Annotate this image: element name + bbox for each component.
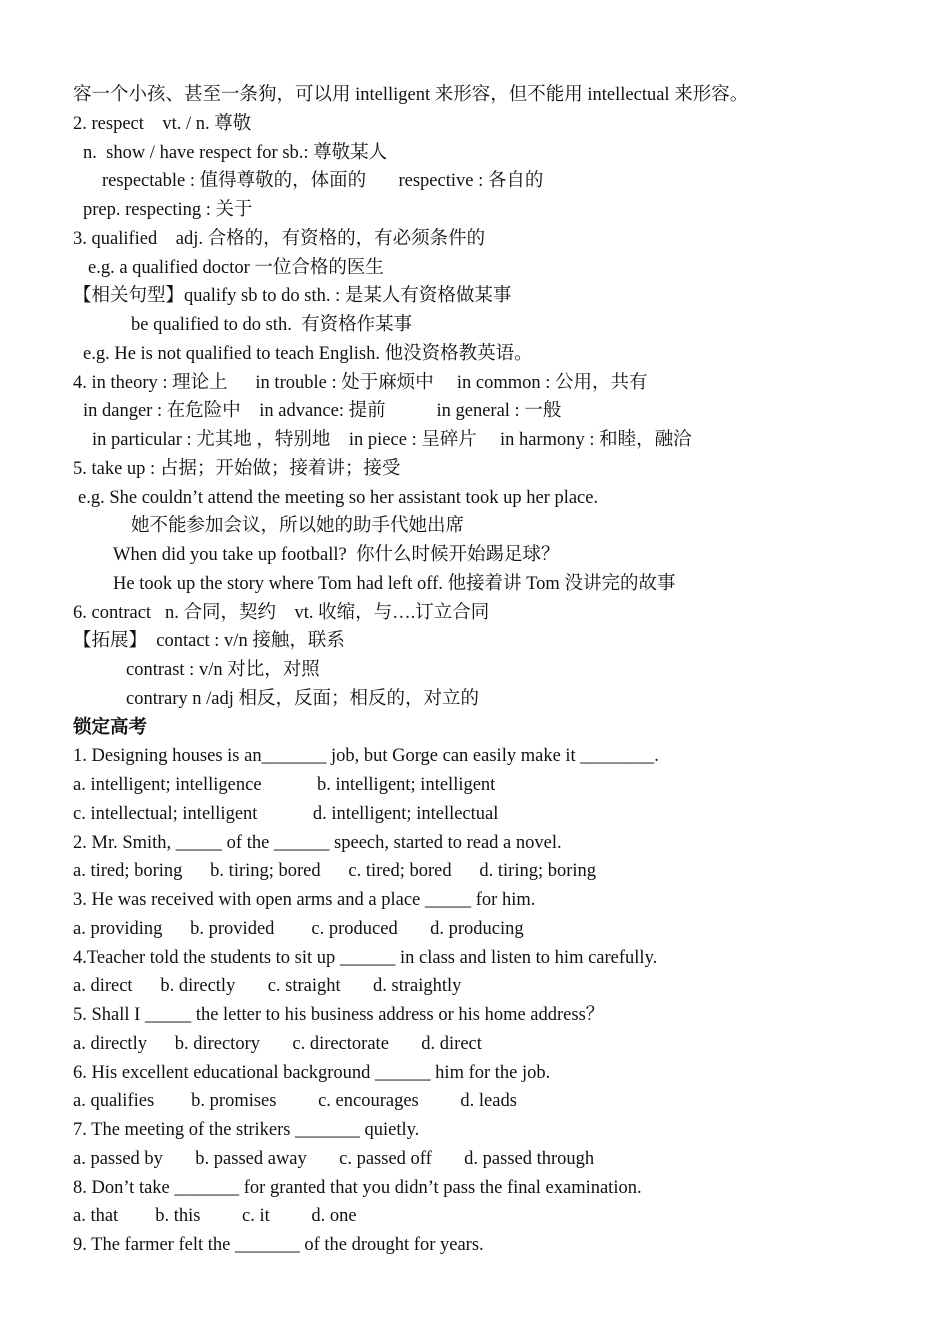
text-line: 3. He was received with open arms and a place _____ for him. xyxy=(73,890,536,910)
text-line: 容一个小孩、甚至一条狗，可以用 intelligent 来形容，但不能用 intellectual 来形容。 xyxy=(73,85,749,105)
text-line: a. direct b. directly c. straight d. straightly xyxy=(73,976,462,997)
text-line: 7. The meeting of the strikers _______ quietly. xyxy=(73,1120,420,1140)
text-line: n. show / have respect for sb.: 尊敬某人 xyxy=(83,142,388,163)
text-line: a. that b. this c. it d. one xyxy=(73,1206,357,1227)
text-line: 6. His excellent educational background ______ him for the job. xyxy=(73,1062,551,1083)
text-line: 3. qualified adj. 合格的，有资格的，有必须条件的 xyxy=(73,228,486,249)
text-line: a. tired; boring b. tiring; bored c. tired; bored d. tiring; boring xyxy=(73,861,597,882)
text-line: a. qualifies b. promises c. encourages d. leads xyxy=(73,1091,517,1112)
text-line: He took up the story where Tom had left off. 他接着讲 Tom 没讲完的故事 xyxy=(113,573,676,594)
text-line: 【相关句型】qualify sb to do sth. : 是某人有资格做某事 xyxy=(73,286,512,307)
text-line: 4.Teacher told the students to sit up ______ in class and listen to him carefully. xyxy=(73,947,658,968)
text-line: When did you take up football? 你什么时候开始踢足球？ xyxy=(113,545,560,565)
text-line: 8. Don’t take _______ for granted that you didn’t pass the final examination. xyxy=(73,1177,642,1198)
text-line: respectable : 值得尊敬的，体面的 respective : 各自的 xyxy=(102,171,544,192)
text-line: contrast : v/n 对比，对照 xyxy=(126,660,320,680)
text-line: 4. in theory : 理论上 in trouble : 处于麻烦中 in common : 公用，共有 xyxy=(73,372,648,393)
text-line: 5. take up : 占据；开始做；接着讲；接受 xyxy=(73,458,401,479)
text-line: in particular : 尤其地 ，特别地 in piece : 呈碎片 in harmony : 和睦，融洽 xyxy=(92,430,692,450)
text-line: 6. contract n. 合同，契约 vt. 收缩，与….订立合同 xyxy=(73,602,490,623)
text-line: contrary n /adj 相反，反面；相反的，对立的 xyxy=(126,688,480,709)
text-line: a. passed by b. passed away c. passed off d. passed through xyxy=(73,1148,595,1169)
text-line: 5. Shall I _____ the letter to his business address or his home address？ xyxy=(73,1005,605,1025)
text-line: c. intellectual; intelligent d. intelligent; intellectual xyxy=(73,803,499,824)
text-line: in danger : 在危险中 in advance: 提前 in general : 一般 xyxy=(83,401,562,422)
text-line: e.g. He is not qualified to teach English. 他没资格教英语。 xyxy=(83,343,533,364)
text-line: 9. The farmer felt the _______ of the drought for years. xyxy=(73,1235,484,1255)
document-body xyxy=(0,81,950,1260)
text-line: prep. respecting : 关于 xyxy=(83,200,253,220)
text-line: 2. Mr. Smith, _____ of the ______ speech, started to read a novel. xyxy=(73,832,562,853)
text-line: 她不能参加会议，所以她的助手代她出席 xyxy=(131,516,465,537)
text-line: 2. respect vt. / n. 尊敬 xyxy=(73,113,252,134)
text-line: 【拓展】 contact : v/n 接触，联系 xyxy=(73,631,345,652)
text-line: e.g. She couldn’t attend the meeting so her assistant took up her place. xyxy=(78,487,599,508)
section-heading: 锁定高考 xyxy=(73,717,148,738)
text-line: e.g. a qualified doctor 一位合格的医生 xyxy=(88,257,384,278)
text-line: be qualified to do sth. 有资格作某事 xyxy=(131,315,413,335)
text-line: 1. Designing houses is an_______ job, but Gorge can easily make it ________. xyxy=(73,746,659,767)
text-line: a. directly b. directory c. directorate d. direct xyxy=(73,1033,482,1054)
text-line: a. intelligent; intelligence b. intelligent; intelligent xyxy=(73,775,496,795)
text-line: a. providing b. provided c. produced d. producing xyxy=(73,918,524,939)
